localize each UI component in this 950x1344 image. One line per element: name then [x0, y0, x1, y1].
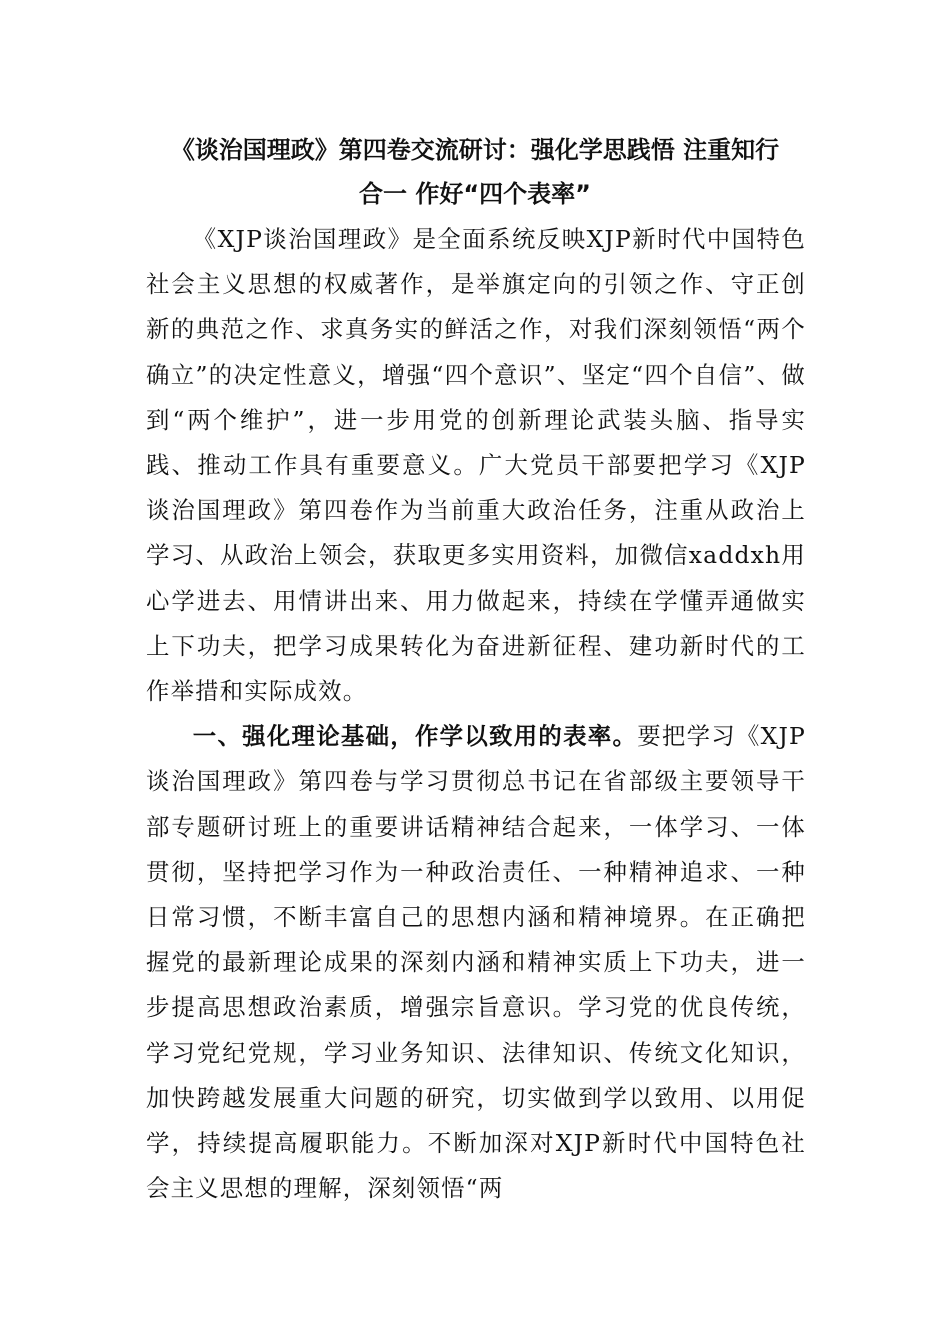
document-title: [140, 128, 810, 216]
title-line-1: 《谈治国理政》第四卷交流研讨：强化学思践悟 注重知行: [170, 136, 780, 164]
section-one-text: 要把学习《XJP谈治国理政》第四卷与学习贯彻总书记在省部级主要领导干部专题研讨班上的重要讲话精神结合起来，一体学习、一体贯彻，坚持把学习作为一种政治责任、一种精神追求、一种日常习惯，不断丰富自己的思想内涵和精神境界。在正确把握党的最新理论成果的深刻内涵和精神实质上下功夫，进一步提高思想政治素质，增强宗旨意识。学习党的优良传统，学习党纪党规，学习业务知识、法律知识、传统文化知识，加快跨越发展重大问题的研究，切实做到学以致用、以用促学，持续提高履职能力。不断加深对XJP新时代中国特色社会主义思想的理解，深刻领悟“两: [146, 722, 806, 1203]
section-one-heading: 一、强化理论基础，作学以致用的表率。: [192, 722, 638, 751]
intro-paragraph: [146, 217, 806, 714]
document-body: [146, 217, 806, 1211]
intro-paragraph-text: 《XJP谈治国理政》是全面系统反映XJP新时代中国特色社会主义思想的权威著作，是举旗定向的引领之作、守正创新的典范之作、求真务实的鲜活之作，对我们深刻领悟“两个确立”的决定性意义，增强“四个意识”、坚定“四个自信”、做到“两个维护”，进一步用党的创新理论武装头脑、指导实践、推动工作具有重要意义。广大党员干部要把学习《XJP谈治国理政》第四卷作为当前重大政治任务，注重从政治上学习、从政治上领会，获取更多实用资料，加微信xaddxh用心学进去、用情讲出来、用力做起来，持续在学懂弄通做实上下功夫，把学习成果转化为奋进新征程、建功新时代的工作举措和实际成效。: [146, 225, 806, 706]
section-one-paragraph: [146, 714, 806, 1211]
title-line-2: 合一 作好“四个表率”: [359, 180, 591, 208]
